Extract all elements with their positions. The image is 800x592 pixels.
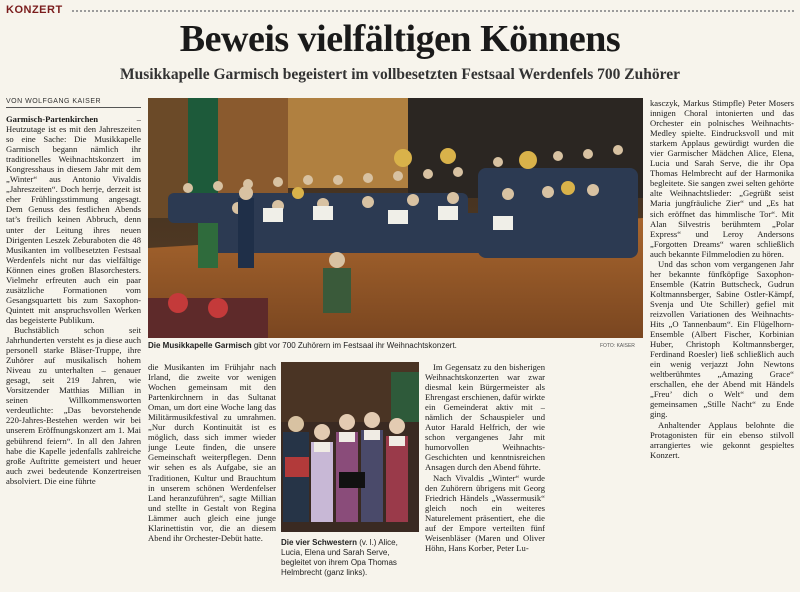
paragraph: Nach Vivaldis „Winter“ wurde den Zuhörern übrigens mit Georg Friedrich Händels „Wassermusik“ gleich noch ein weiteres Naturelement präsentiert, ehe die auf der Empore verteilten fünf Weisenbläser (Maren und Oliver Höhn, Hans Korber, Peter Lu- [425,472,545,553]
caption-text: gibt vor 700 Zuhörern im Festsaal ihr Weihnachtskonzert. [251,341,457,350]
paragraph: kasczyk, Markus Stimpfle) Peter Mosers innigen Choral intonierten und das Orchester ein polnisches Weihnachts-Medley spielte. Eindrucksvoll und mit starkem Applaus gewürdigt wurden die vier Garmischer Mädchen Alice, Elena, Lucia und Sarah Serve, die ihr Opa Thomas Helmbrecht auf der Harmonika begleitete. Sie sangen zwei selten gehörte alte Weihnachtslieder: „Gegrüßt seist Maria jungfräuliche Zier“ und „Es hat sich eröffnet das himmlische Tor“. Mit Alan Silvestris berühmtem „Polar Express“ und Leroy Andersons „Forgotten Dreams“ waren schließlich auch bekannte Filmmelodien zu hören. [650,98,794,259]
lead-text: – Heutzutage ist es mit den Jahreszeiten so eine Sache: Die Musikkapelle Garmisch begann nämlich ihr traditionelles Weihnachtskonzert im Kongresshaus in diesem Jahr mit dem „Winter“ aus Antonio Vivaldis „Jahreszeiten“. Doch herrje, derzeit ist eher Frühlingsstimmung angesagt. Dem Genuss des festlichen Abends tat’s freilich keinen Abbruch, denn unter der Leitung ihres neuen Dirigenten Leszek Zeburaboten die 48 Musikanten im vollbesetzten Festsaal Werdenfels nicht nur das vielfältige Können eines großen Blasorchesters. Vielmehr erfreuten auch ein paar zusätzliche Formationen vom Gesangsquartett bis zum Saxophon-Quintett mit anspruchsvollen Werken das begeisterte Publikum. [6,114,141,325]
sisters-image [281,362,419,532]
caption-lead: Die vier Schwestern [281,538,358,547]
orchestra-photo [148,98,643,338]
article-column-2 [148,362,276,588]
dateline: Garmisch-Partenkirchen [6,114,98,124]
paragraph: die Musikanten im Frühjahr nach Irland, die zweite vor wenigen Wochen gemeinsam mit den Partenkirchnern in das Sultanat Oman, um dort eine Woche lang das Militärmusikfestival zu umrahmen. „Nur durch Kontinuität ist es möglich, dass sich immer wieder junge Leute finden, die unsere Gemeinschaft weiterpflegen. Denn wir sehen es als Aufgabe, sie an Traditionen, Kultur und Brauchtum in unserem schönen Werdenfelser Land heranzuführen“, sagte Millian und stellte in Gestalt von Regina Lämmer auch gleich eine junge Klarinettistin vor, die an diesem Abend ihr Orchester-Debüt hatte. [148,362,276,543]
sisters-photo [281,362,419,532]
article-column-4 [650,98,794,588]
paragraph: Buchstäblich schon seit Jahrhunderten versteht es ja diese auch personell starke Bläser-Truppe, ihre Zuhörer auf musikalisch hohem Niveau zu unterhalten – genauer gesagt, seit 219 Jahren, wie Vorsitzender Matthias Millian in seinen Willkommensworten verdeutlichte: „Das bevorstehende 220-Jahres-Bestehen werden wir bei unserem Eröffnungskonzert am 1. Mai gebührend feiern“. In all den Jahren habe die Kapelle jedenfalls zahlreiche große Auftritte gemeistert und heuer auch zwei bedeutende Konzertreisen absolviert. Die eine führte [6,324,141,486]
article-column-1 [6,114,141,588]
paragraph: Anhaltender Applaus belohnte die Protagonisten für ein ebenso stilvoll arrangiertes wie gekonnt gespieltes Konzert. [650,419,794,460]
paragraph: Im Gegensatz zu den bisherigen Weihnachtskonzerten war zwar diesmal kein Bürgermeister als Ehrengast erschienen, dafür wirkte ein Gemeinderat aktiv mit – nämlich der Schauspieler und Autor Harald Helfrich, der wie schon vergangenes Jahr mit humorvollen Weihnachts-Geschichten und kenntnisreichen Ansagen durch den Abend führte. [425,362,545,473]
paragraph: Und das schon vom vergangenen Jahr her bekannte fünfköpfige Saxophon-Ensemble (Katrin Buttscheck, Gudrun Koltmannsberger, Sabine Ostler-Kämpf, Svenja und Ute Schiller) gefiel mit reizvollen Variationen des Weihnachts-Hits „O Tannenbaum“. Ein Flügelhorn-Ensemble (Albert Fischer, Korbinian Huber, Christoph Koltmannsberger, Ferdinand Roesler) ließ schließlich auch ein wenig verjazzt John Newtons weltberühmtes „Amazing Grace“ erschallen, ehe der Abend mit Händels „Freu’ dich o Welt“ und dem gemeinsamen „Stille Nacht“ zu Ende ging. [650,258,794,420]
photo-credit: FOTO: KAISER [600,343,635,349]
caption-text: (v. l.) Alice, Lucia, Elena und Sarah Serve, begleitet von ihrem Opa Thomas Helmbrecht (ganz links). [281,538,398,577]
article-subheadline: Musikkapelle Garmisch begeistert im vollbesetzten Festsaal Werdenfels 700 Zuhörer [120,66,680,83]
section-divider [72,10,794,12]
lead-paragraph [6,114,141,325]
caption-lead: Die Musikkapelle Garmisch [148,341,252,350]
orchestra-image [148,98,643,338]
second-photo-caption [281,538,419,578]
section-label: KONZERT [6,4,63,16]
article-column-3 [425,362,545,588]
main-photo-caption [148,341,568,351]
article-byline: VON WOLFGANG KAISER [6,98,141,108]
article-headline: Beweis vielfältigen Könnens [179,18,621,60]
